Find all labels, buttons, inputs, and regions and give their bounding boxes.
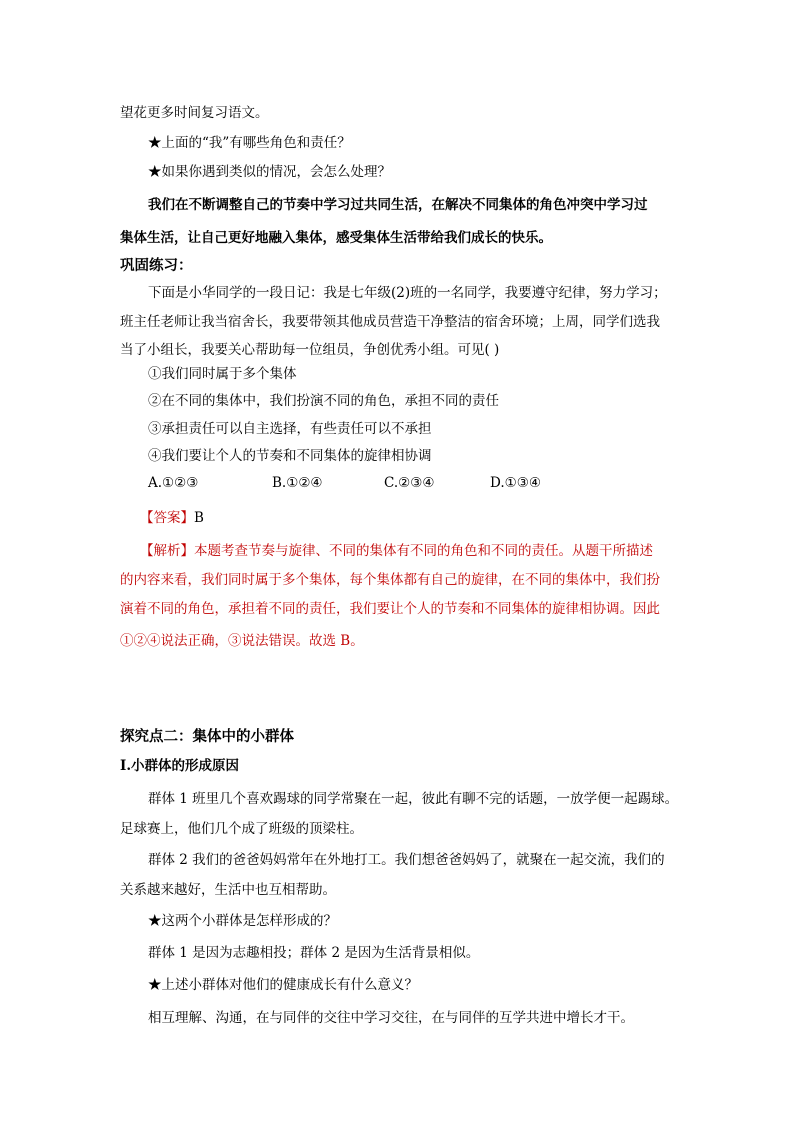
- answer-value: B: [194, 510, 204, 526]
- analysis-line: [140, 541, 653, 561]
- practice-heading: 巩固练习：: [120, 257, 193, 274]
- option-c: C.②③④: [384, 475, 435, 491]
- summary-text: 我们在不断调整自己的节奏中学习过共同生活，在解决不同集体的角色冲突中学习过: [148, 197, 648, 213]
- section-heading: 探究点二：集体中的小群体: [120, 728, 294, 745]
- case-text: 足球赛上，他们几个成了班级的顶梁柱。: [120, 821, 363, 837]
- question-text: ★上面的“我”有哪些角色和责任？: [148, 135, 351, 151]
- option-a: A.①②③: [148, 475, 199, 491]
- option-b: B.①②④: [272, 475, 323, 491]
- statement-item: ①我们同时属于多个集体: [148, 366, 297, 382]
- analysis-text: 演着不同的角色，承担着不同的责任，我们要让个人的节奏和不同集体的旋律相协调。因此: [120, 601, 660, 617]
- answer-line: [140, 508, 204, 528]
- statement-item: ③承担责任可以自主选择，有些责任可以不承担: [148, 421, 432, 437]
- question-text: ★如果你遇到类似的情况，会怎么处理？: [148, 164, 391, 180]
- question-text: ★上述小群体对他们的健康成长有什么意义？: [148, 977, 418, 993]
- answer-options: [148, 473, 568, 493]
- case-text: 群体 2 我们的爸爸妈妈常年在外地打工。我们想爸爸妈妈了，就聚在一起交流，我们的: [148, 852, 665, 868]
- practice-stem: 当了小组长，我要关心帮助每一位组员，争创优秀小组。可见( ): [120, 342, 500, 358]
- answer-label: 【答案】: [140, 510, 194, 526]
- sub-heading: Ⅰ.小群体的形成原因: [120, 758, 240, 774]
- analysis-label: 【解析】: [140, 543, 194, 559]
- analysis-text: ①②④说法正确，③说法错误。故选 B。: [120, 633, 364, 649]
- summary-text: 集体生活，让自己更好地融入集体，感受集体生活带给我们成长的快乐。: [120, 230, 552, 246]
- statement-item: ②在不同的集体中，我们扮演不同的角色，承担不同的责任: [148, 393, 499, 409]
- intro-text: 望花更多时间复习语文。: [120, 105, 269, 121]
- case-text: 群体 1 班里几个喜欢踢球的同学常聚在一起，彼此有聊不完的话题，一放学便一起踢球。: [148, 791, 679, 807]
- practice-stem: 下面是小华同学的一段日记：我是七年级(2)班的一名同学，我要遵守纪律，努力学习；: [148, 285, 667, 301]
- answer-text: 相互理解、沟通，在与同伴的交往中学习交往，在与同伴的互学共进中增长才干。: [148, 1010, 634, 1026]
- practice-stem: 班主任老师让我当宿舍长，我要带领其他成员营造干净整洁的宿舍环境；上周，同学们选我: [120, 314, 660, 330]
- option-d: D.①③④: [490, 475, 541, 491]
- statement-item: ④我们要让个人的节奏和不同集体的旋律相协调: [148, 448, 432, 464]
- analysis-text: 的内容来看，我们同时属于多个集体，每个集体都有自己的旋律，在不同的集体中，我们扮: [120, 572, 660, 588]
- question-text: ★这两个小群体是怎样形成的？: [148, 913, 337, 929]
- analysis-text: 本题考查节奏与旋律、不同的集体有不同的角色和不同的责任。从题干所描述: [194, 543, 653, 559]
- answer-text: 群体 1 是因为志趣相投；群体 2 是因为生活背景相似。: [148, 945, 480, 961]
- case-text: 关系越来越好，生活中也互相帮助。: [120, 882, 336, 898]
